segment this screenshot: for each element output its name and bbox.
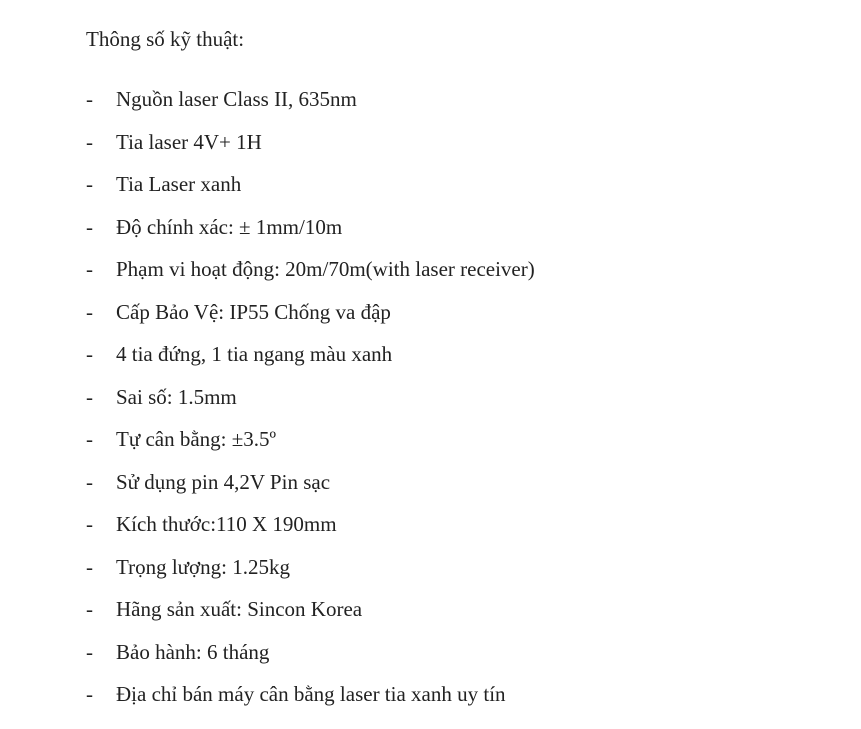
spec-item: [86, 214, 846, 257]
spec-item: [86, 129, 846, 172]
bullet-dash: -: [86, 214, 93, 239]
spec-item-text: Tia Laser xanh: [116, 172, 242, 196]
spec-item: [86, 299, 846, 342]
spec-item: [86, 596, 846, 639]
bullet-dash: -: [86, 384, 93, 409]
spec-item-text: Trọng lượng: 1.25kg: [116, 554, 290, 579]
spec-item-text: Độ chính xác: ± 1mm/10m: [116, 214, 343, 239]
bullet-dash: -: [86, 257, 93, 281]
spec-item: [86, 171, 846, 214]
bullet-dash: -: [86, 554, 93, 579]
spec-item: [86, 469, 846, 512]
spec-item: [86, 256, 846, 299]
bullet-dash: -: [86, 682, 93, 706]
spec-item: [86, 554, 846, 597]
spec-item: [86, 511, 846, 554]
bullet-dash: -: [86, 87, 93, 111]
spec-item-text: Bảo hành: 6 tháng: [116, 639, 270, 664]
bullet-dash: -: [86, 427, 93, 451]
spec-item-text: Kích thước:110 X 190mm: [116, 512, 337, 536]
spec-item-text: Tia laser 4V+ 1H: [116, 129, 262, 154]
bullet-dash: -: [86, 512, 93, 536]
bullet-dash: -: [86, 172, 93, 196]
spec-item-text: Hãng sản xuất: Sincon Korea: [116, 597, 363, 621]
bullet-dash: -: [86, 129, 93, 154]
spec-list: [86, 86, 846, 724]
bullet-dash: -: [86, 639, 93, 664]
spec-item: [86, 426, 846, 469]
spec-item-text: Cấp Bảo Vệ: IP55 Chống va đập: [116, 299, 391, 324]
bullet-dash: -: [86, 597, 93, 621]
spec-item: [86, 86, 846, 129]
spec-item-text: 4 tia đứng, 1 tia ngang màu xanh: [116, 342, 393, 366]
spec-item: [86, 384, 846, 427]
spec-item-text: Phạm vi hoạt động: 20m/70m(with laser receiver): [116, 257, 535, 281]
spec-item-text: Sai số: 1.5mm: [116, 384, 237, 409]
bullet-dash: -: [86, 342, 93, 366]
spec-heading: Thông số kỹ thuật:: [86, 27, 245, 51]
spec-item: [86, 681, 846, 724]
bullet-dash: -: [86, 469, 93, 494]
spec-item-text: Địa chỉ bán máy cân bằng laser tia xanh uy tín: [116, 682, 506, 706]
spec-item-text: Sử dụng pin 4,2V Pin sạc: [116, 469, 331, 494]
spec-item: [86, 639, 846, 682]
spec-item: [86, 341, 846, 384]
spec-item-text: Nguồn laser Class II, 635nm: [116, 87, 357, 111]
spec-item-text: Tự cân bằng: ±3.5º: [116, 427, 277, 451]
bullet-dash: -: [86, 299, 93, 324]
